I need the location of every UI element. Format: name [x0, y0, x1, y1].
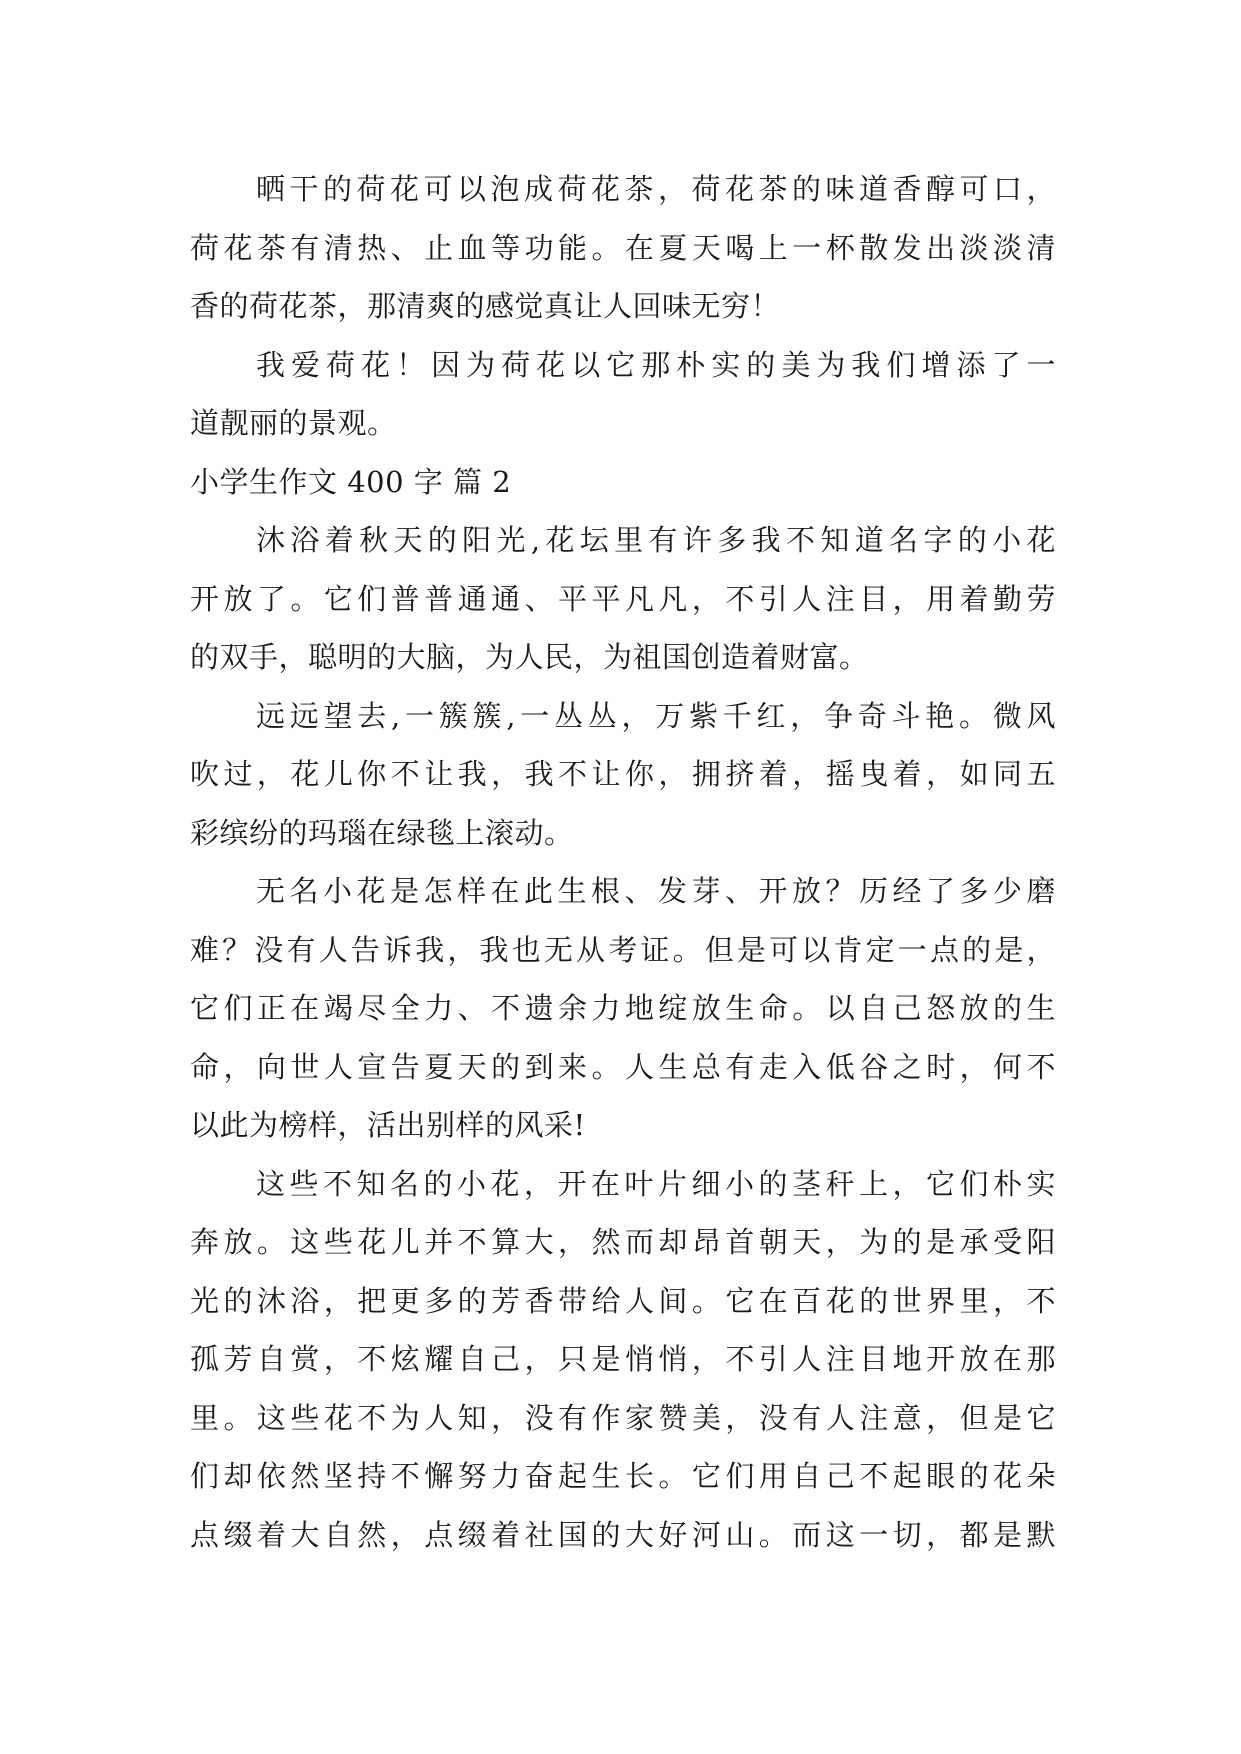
- paragraph: [190, 511, 1056, 687]
- text-line: 奔放。这些花儿并不算大，然而却昂首朝天，为的是承受阳: [190, 1225, 1056, 1259]
- text-line: 的双手，聪明的大脑，为人民，为祖国创造着财富。: [190, 640, 869, 674]
- text-line: 彩缤纷的玛瑙在绿毯上滚动。: [190, 815, 574, 850]
- text-line: 们却依然坚持不懈努力奋起生长。它们用自己不起眼的花朵: [190, 1459, 1056, 1493]
- text-line: 点缀着大自然，点缀着社国的大好河山。而这一切，都是默: [190, 1517, 1056, 1552]
- text-line: 无名小花是怎样在此生根、发芽、开放？历经了多少磨: [256, 874, 1056, 908]
- section-heading: [190, 453, 1056, 512]
- text-line: 晒干的荷花可以泡成荷花茶，荷花茶的味道香醇可口，: [256, 172, 1056, 206]
- text-line: 开放了。它们普普通通、平平凡凡，不引人注目，用着勤劳: [190, 581, 1056, 616]
- text-line: 远远望去,一簇簇,一丛丛，万紫千红，争奇斗艳。微风: [256, 698, 1056, 733]
- text-line: 荷花茶有清热、止血等功能。在夏天喝上一杯散发出淡淡清: [190, 230, 1056, 265]
- text-line: 孤芳自赏，不炫耀自己，只是悄悄，不引人注目地开放在那: [190, 1342, 1056, 1376]
- text-line: 命，向世人宣告夏天的到来。人生总有走入低谷之时，何不: [190, 1049, 1056, 1084]
- text-line: 里。这些花不为人知，没有作家赞美，没有人注意，但是它: [190, 1400, 1056, 1435]
- text-line: 香的荷花茶，那清爽的感觉真让人回味无穷！: [190, 289, 781, 323]
- paragraph: [190, 687, 1056, 863]
- text-line: 这些不知名的小花，开在叶片细小的茎秆上，它们朴实: [256, 1166, 1056, 1201]
- text-line: 难？没有人告诉我，我也无从考证。但是可以肯定一点的是，: [190, 932, 1056, 967]
- heading-text: 小学生作文 400 字 篇 2: [190, 464, 512, 499]
- paragraph: [190, 336, 1056, 453]
- paragraph: [190, 862, 1056, 1155]
- paragraph: [190, 160, 1056, 336]
- text-line: 以此为榜样，活出别样的风采!: [190, 1108, 586, 1142]
- text-line: 我爱荷花！因为荷花以它那朴实的美为我们增添了一: [256, 347, 1056, 382]
- text-line: 光的沐浴，把更多的芳香带给人间。它在百花的世界里，不: [190, 1283, 1056, 1318]
- document-body: [190, 160, 1056, 1564]
- text-line: 吹过，花儿你不让我，我不让你，拥挤着，摇曳着，如同五: [190, 757, 1056, 791]
- text-line: 沐浴着秋天的阳光,花坛里有许多我不知道名字的小花: [256, 523, 1056, 557]
- text-line: 它们正在竭尽全力、不遗余力地绽放生命。以自己怒放的生: [190, 991, 1056, 1025]
- text-line: 道靓丽的景观。: [190, 406, 397, 440]
- paragraph: [190, 1155, 1056, 1565]
